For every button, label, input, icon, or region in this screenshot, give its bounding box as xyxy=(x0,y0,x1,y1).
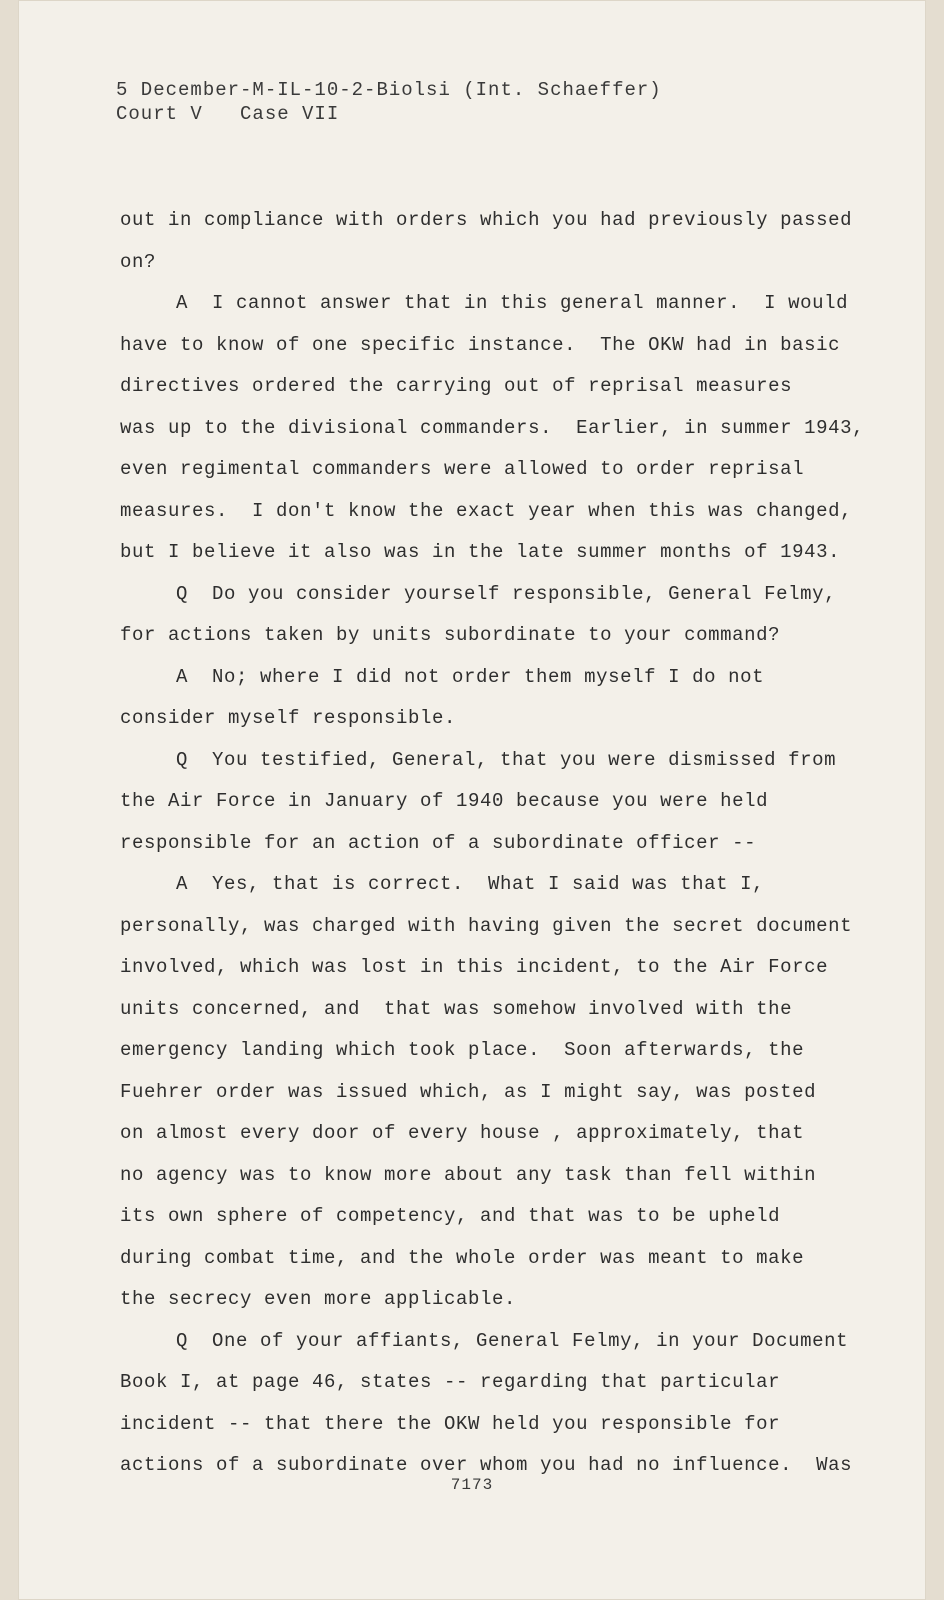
text-line: on almost every door of every house , approximately, that xyxy=(120,1122,805,1144)
text-line: consider myself responsible. xyxy=(120,707,457,729)
question-line: Q Do you consider yourself responsible, General Felmy, xyxy=(176,582,837,605)
question-line: Q One of your affiants, General Felmy, in your Document xyxy=(176,1329,849,1352)
text-line: directives ordered the carrying out of reprisal measures xyxy=(120,375,793,397)
text-line: emergency landing which took place. Soon afterwards, the xyxy=(120,1039,805,1061)
answer-line: A No; where I did not order them myself I do not xyxy=(176,665,765,688)
text-line: involved, which was lost in this incident, to the Air Force xyxy=(120,956,829,978)
text-line: the secrecy even more applicable. xyxy=(120,1288,517,1310)
text-line: measures. I don't know the exact year when this was changed, xyxy=(120,499,853,522)
text-line: even regimental commanders were allowed to order reprisal xyxy=(120,458,805,480)
text-line: have to know of one specific instance. The OKW had in basic xyxy=(120,333,841,356)
text-line: was up to the divisional commanders. Earlier, in summer 1943, xyxy=(120,416,865,439)
page-number: 7173 xyxy=(450,1476,494,1494)
text-line: responsible for an action of a subordinate officer -- xyxy=(120,831,757,854)
text-line: no agency was to know more about any task than fell within xyxy=(120,1163,817,1186)
text-line: on? xyxy=(120,250,157,273)
text-line: out in compliance with orders which you had previously passed xyxy=(120,209,853,231)
text-line: Book I, at page 46, states -- regarding that particular xyxy=(120,1371,781,1393)
answer-line: A Yes, that is correct. What I said was that I, xyxy=(176,873,765,895)
text-line: the Air Force in January of 1940 because you were held xyxy=(120,790,769,812)
header-court-case-line: Court V Case VII xyxy=(116,103,340,125)
text-line: during combat time, and the whole order was meant to make xyxy=(120,1246,805,1269)
text-line: personally, was charged with having given the secret document xyxy=(120,914,853,937)
text-line: incident -- that there the OKW held you responsible for xyxy=(120,1412,781,1435)
document-page xyxy=(18,0,926,1600)
transcript-body xyxy=(120,200,880,1487)
text-line: units concerned, and that was somehow involved with the xyxy=(120,997,793,1020)
text-line: but I believe it also was in the late summer months of 1943. xyxy=(120,541,841,563)
question-line: Q You testified, General, that you were dismissed from xyxy=(176,748,837,771)
text-line: its own sphere of competency, and that was to be upheld xyxy=(120,1205,781,1227)
text-line: for actions taken by units subordinate to your command? xyxy=(120,624,781,646)
header-session-line: 5 December-M-IL-10-2-Biolsi (Int. Schaeffer) xyxy=(116,79,662,101)
answer-line: A I cannot answer that in this general manner. I would xyxy=(176,292,849,314)
text-line: actions of a subordinate over whom you had no influence. Was xyxy=(120,1454,853,1476)
document-header xyxy=(116,78,662,126)
text-line: Fuehrer order was issued which, as I might say, was posted xyxy=(120,1080,817,1103)
